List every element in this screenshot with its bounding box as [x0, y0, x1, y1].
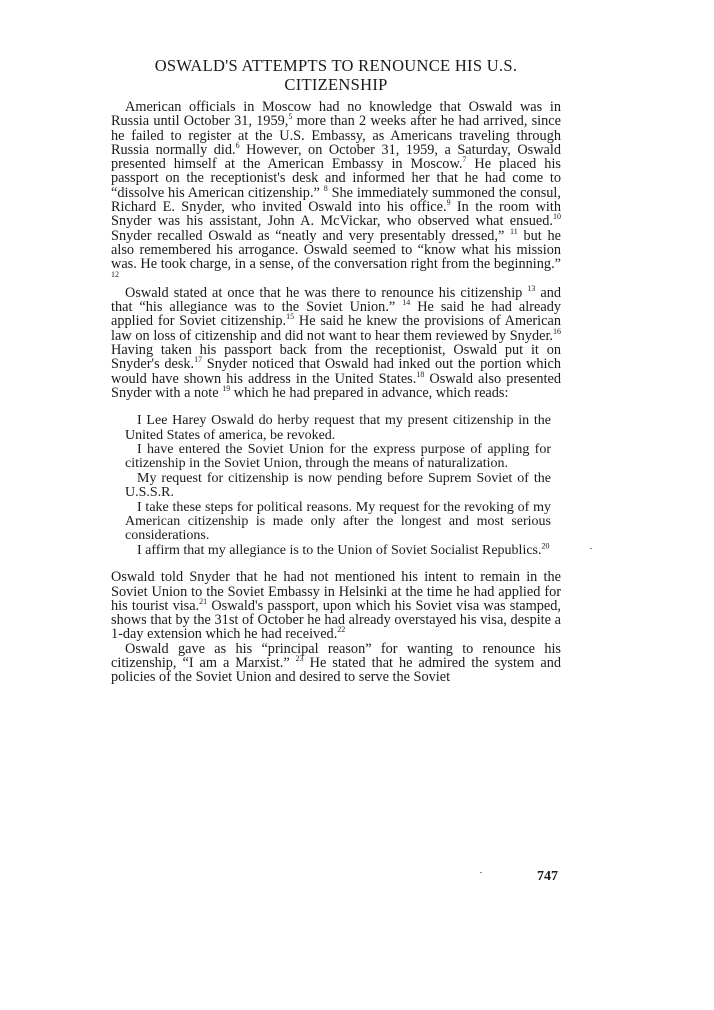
quote-paragraph-3: My request for citizenship is now pending before Suprem Soviet of the U.S.S.R. [125, 470, 551, 501]
scan-speck [590, 548, 592, 549]
footnote-marker: 21 [199, 597, 208, 607]
paragraph-2: Oswald stated at once that he was there to renounce his citizenship $^{13}$ and that “his allegiance was to the Soviet Union.” $^{14}$ He said he had already applied for Soviet citizenship.$^{15}$ He said he knew the provisions of American law on loss of citizenship and did not want to hear them reviewed by Snyder.$^{16}$ Having taken his passport back from the receptionist, Oswald put it on Snyder's desk.$^{17}$ Snyder noticed that Oswald had inked out the portion which would have shown his address in the United States.$^{18}$ Oswald also presented Snyder with a note $^{19}$ which he had prepared in advance, which reads: [111, 284, 561, 401]
footnote-marker: 20 [541, 541, 550, 551]
quote-paragraph-2: I have entered the Soviet Union for the express purpose of appling for citizenship in the Soviet Union, through the means of naturalization. [125, 442, 551, 472]
document-page [111, 56, 561, 685]
footnote-marker: 15 [286, 312, 295, 322]
page-number: 747 [537, 869, 558, 884]
section-heading [111, 56, 561, 94]
block-quote-note [121, 414, 551, 558]
footnote-marker: 7 [462, 155, 467, 165]
paragraph-1: American officials in Moscow had no knowledge that Oswald was in Russia until October 31, 1959,$^5$ more than 2 weeks after he had arrived, since he failed to register at the U.S. Embassy, as Americans traveling through Russia normally did.$^6$ However, on October 31, 1959, a Saturday, Oswald presented himself at the American Embassy in Moscow.$^7$ He placed his passport on the receptionist's desk and informed her that he had come to “dissolve his American citizenship.” $^8$ She immediately summoned the consul, Richard E. Snyder, who invited Oswald into his office.$^9$ In the room with Snyder was his assistant, John A. McVickar, who observed what ensued.$^{10}$ Snyder recalled Oswald as “neatly and very presentably dressed,” $^{11}$ but he also remembered his arrogance. Oswald seemed to “know what his mission was. He took charge, in a sense, of the conversation right from the beginning.” $^{12}$ [111, 99, 561, 279]
paragraph-3: Oswald told Snyder that he had not mentioned his intent to remain in the Soviet Union to the Soviet Embassy in Helsinki at the time he had applied for his tourist visa.$^{21}$ Oswald's passport, upon which his Soviet visa was stamped, shows that by the 31st of October he had already overstayed his visa, despite a 1-day extension which he had received.$^{22}$ [111, 569, 561, 643]
footnote-marker: 18 [416, 369, 425, 379]
footnote-marker: 14 [402, 298, 411, 308]
quote-paragraph-1: I Lee Harey Oswald do herby request that my present citizenship in the United States of america, be revoked. [125, 413, 551, 443]
footnote-marker: 9 [446, 198, 451, 208]
footnote-marker: 5 [288, 112, 293, 122]
scan-speck [480, 872, 482, 873]
quote-paragraph-5: I affirm that my allegiance is to the Union of Soviet Socialist Republics.$^{20}$ [137, 541, 550, 558]
footnote-marker: 23 [295, 654, 304, 664]
heading-line-1: OSWALD'S ATTEMPTS TO RENOUNCE HIS U.S. [154, 56, 518, 75]
footnote-marker: 11 [510, 226, 518, 236]
footnote-marker: 6 [235, 141, 240, 151]
footnote-marker: 10 [553, 212, 561, 222]
quote-paragraph-4: I take these steps for political reasons. My request for the revoking of my American citizenship is made only after the longest and most serious considerations. [125, 499, 551, 544]
footnote-marker: 13 [527, 284, 536, 294]
heading-line-2: CITIZENSHIP [284, 75, 388, 94]
footnote-marker: 8 [323, 184, 328, 194]
footnote-marker: 22 [337, 625, 346, 635]
footnote-marker: 16 [553, 326, 561, 336]
footnote-marker: 12 [111, 269, 119, 279]
footnote-marker: 19 [222, 384, 231, 394]
paragraph-4: Oswald gave as his “principal reason” for wanting to renounce his citizenship, “I am a Marxist.” $^{23}$ He stated that he admired the system and policies of the Soviet Union and desired to serve the Soviet [111, 640, 561, 686]
footnote-marker: 17 [194, 355, 203, 365]
